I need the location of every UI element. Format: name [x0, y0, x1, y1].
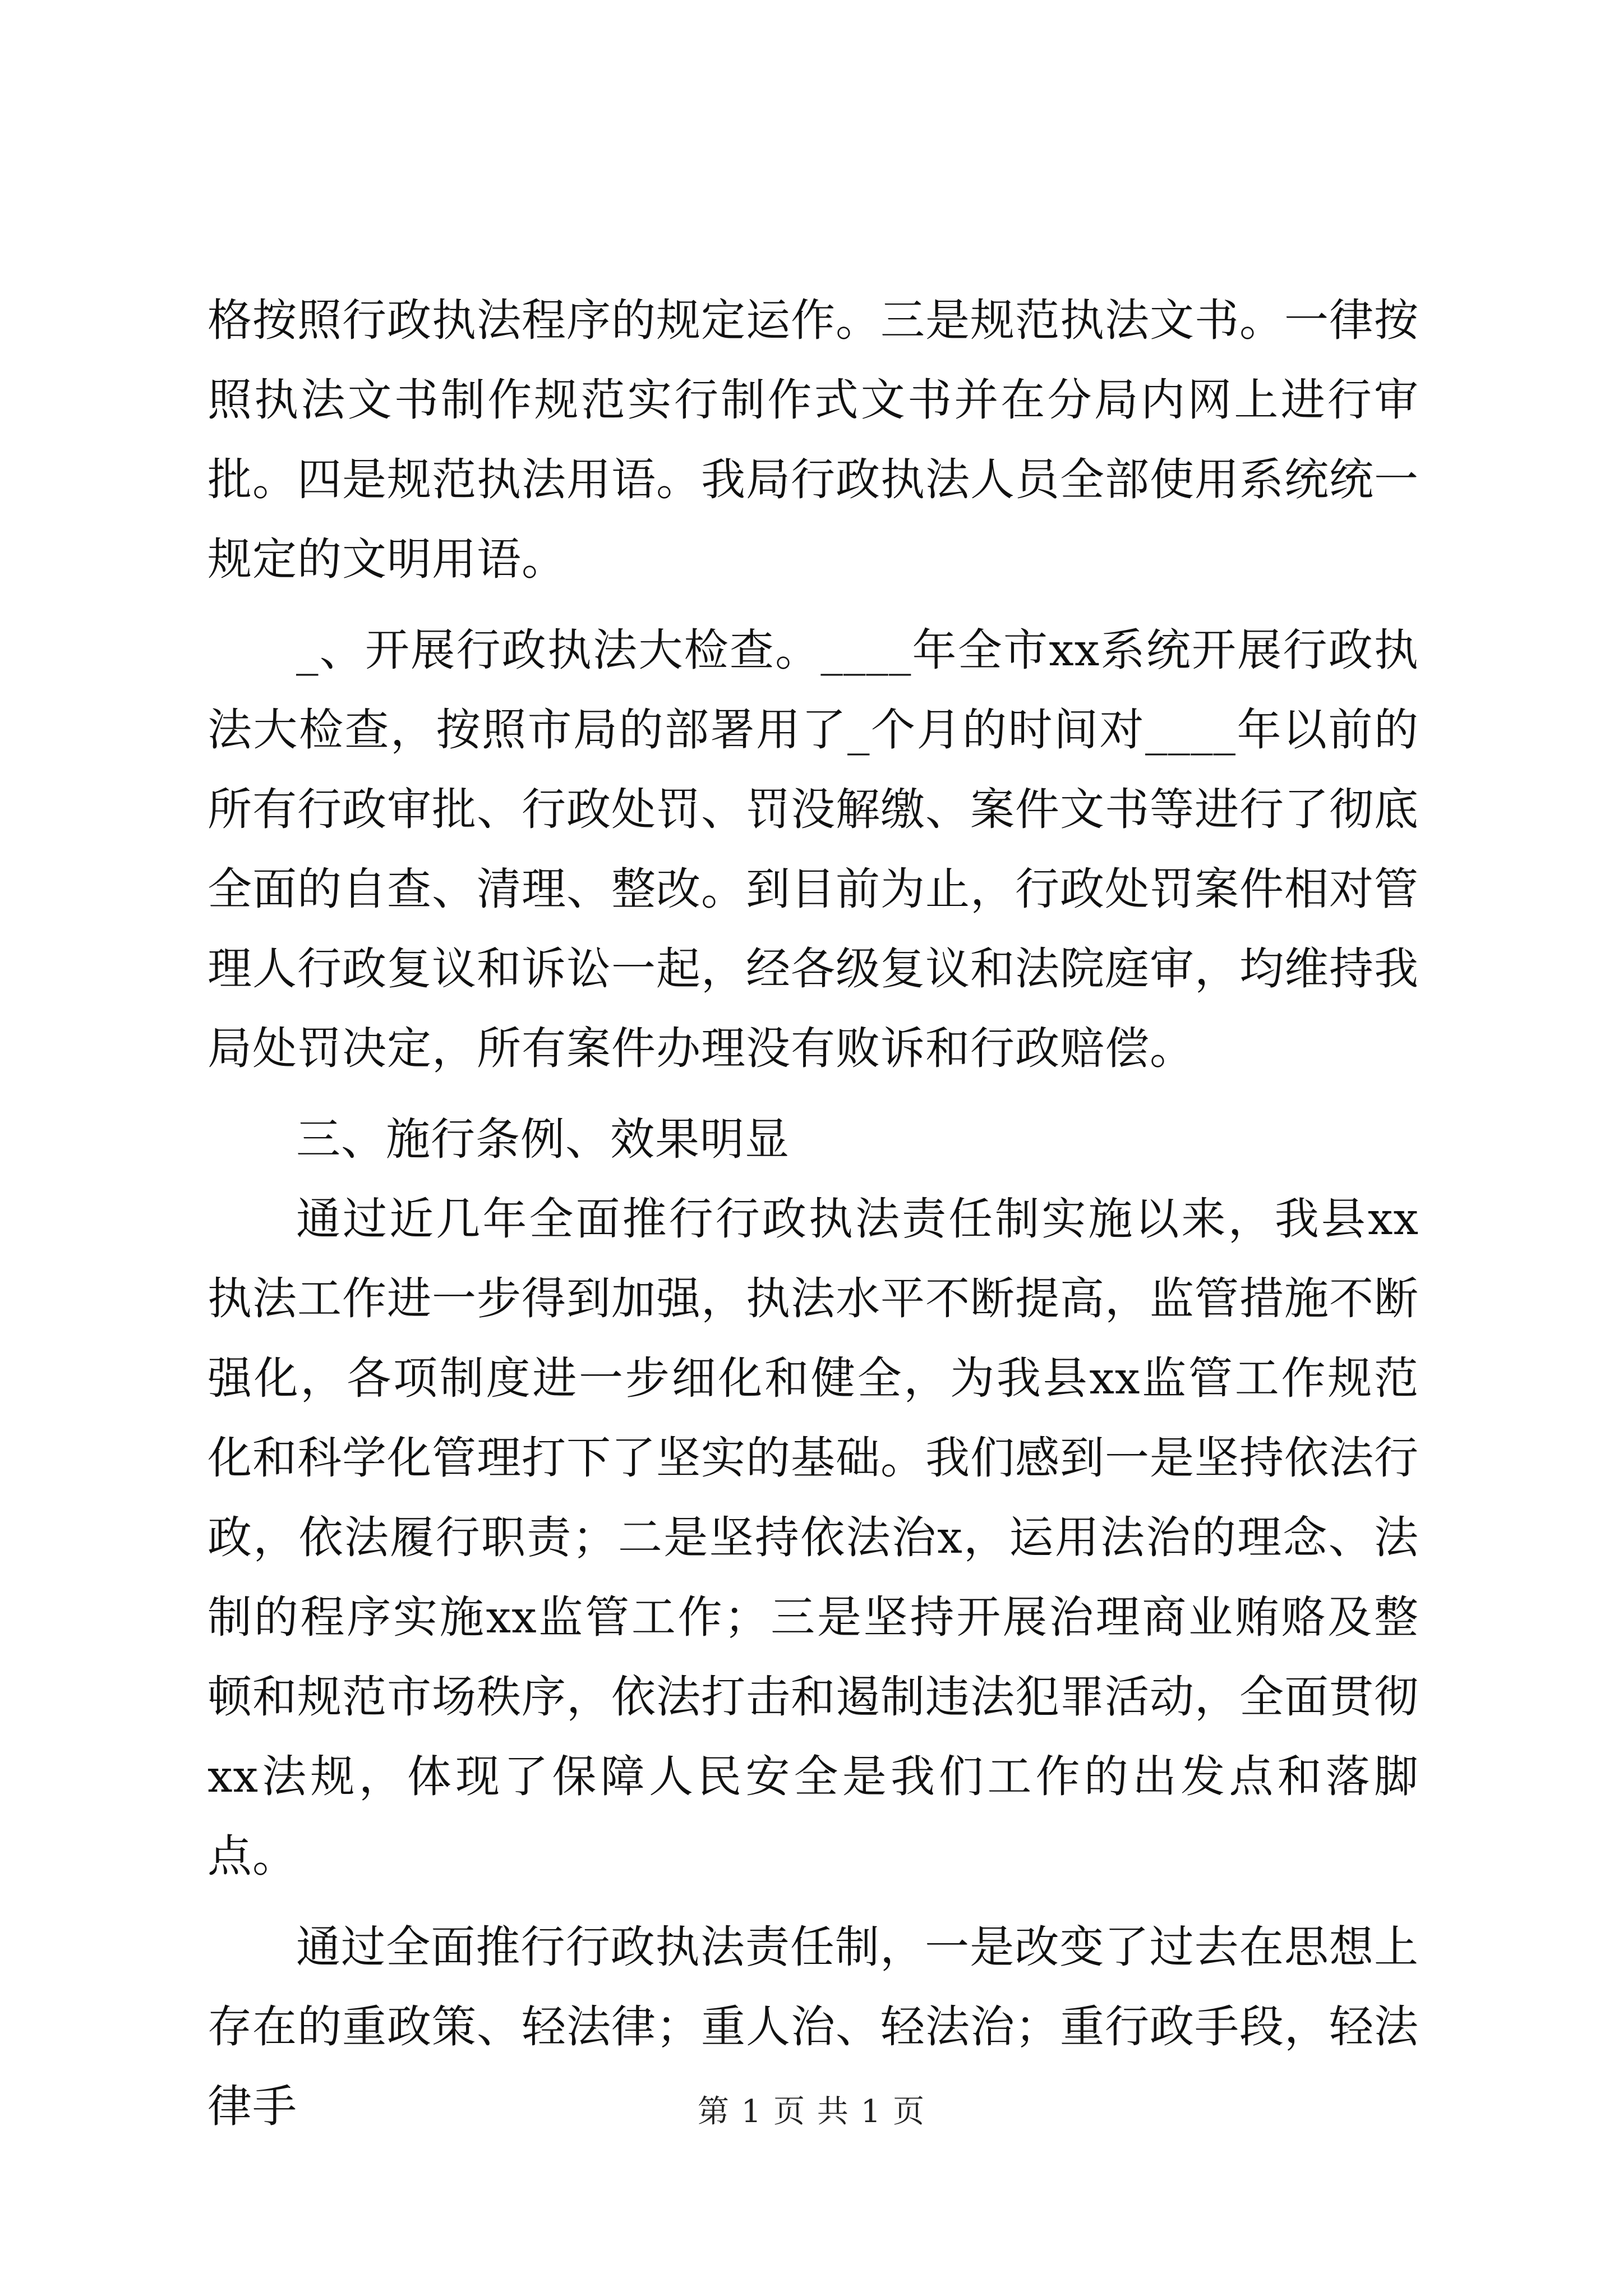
paragraph-continuation: 格按照行政执法程序的规定运作。三是规范执法文书。一律按照执法文书制作规范实行制作式文书并在分局内网上进行审批。四是规范执法用语。我局行政执法人员全部使用系统统一规定的文明用语。 [208, 295, 1419, 585]
document-body [208, 280, 1419, 2146]
page-number-footer: 第 1 页 共 1 页 [697, 2093, 926, 2130]
paragraph-inspection: _、开展行政执法大检查。____年全市xx系统开展行政执法大检查，按照市局的部署用了_个月的时间对____年以前的所有行政审批、行政处罚、罚没解缴、案件文书等进行了彻底全面的自查、清理、整改。到目前为止，行政处罚案件相对管理人行政复议和诉讼一起，经各级复议和法院庭审，均维持我局处罚决定，所有案件办理没有败诉和行政赔偿。 [208, 624, 1419, 1074]
section-heading: 三、施行条例、效果明显 [296, 1114, 790, 1165]
paragraph-results: 通过近几年全面推行行政执法责任制实施以来，我县xx执法工作进一步得到加强，执法水平不断提高，监管措施不断强化，各项制度进一步细化和健全，为我县xx监管工作规范化和科学化管理打下了坚实的基础。我们感到一是坚持依法行政，依法履行职责；二是坚持依法治x，运用法治的理念、法制的程序实施xx监管工作；三是坚持开展治理商业贿赂及整顿和规范市场秩序，依法打击和遏制违法犯罪活动，全面贯彻xx法规，体现了保障人民安全是我们工作的出发点和落脚点。 [208, 1193, 1419, 1882]
paragraph-changes: 通过全面推行行政执法责任制，一是改变了过去在思想上存在的重政策、轻法律；重人治、轻法治；重行政手段，轻法律手 [208, 1921, 1419, 2132]
